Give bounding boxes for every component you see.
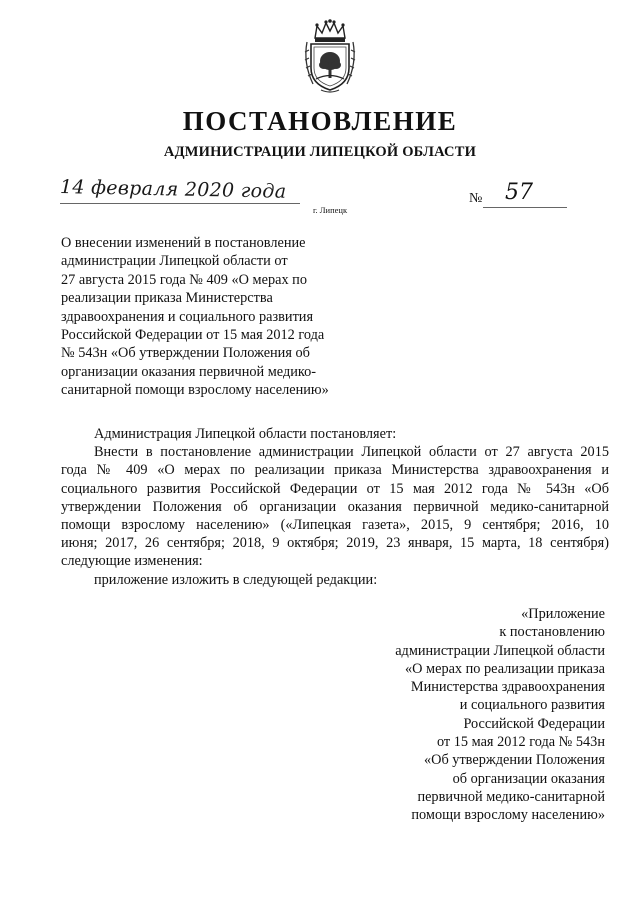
subject-line: организации оказания первичной медико- [61,363,317,380]
paragraph-line: Внести в постановление администрации Липецкой области от 27 августа 2015 [94,444,609,461]
paragraph-line: социального развития Российской Федерации от 15 мая 2012 года № 543н «Об [61,480,609,497]
subject-line: здравоохранения и социального развития [61,308,314,325]
subject-line: О внесении изменений в постановление [61,235,306,251]
handwritten-date: 14 февраля 2020 года [59,176,287,203]
subject-line: администрации Липецкой области от [61,253,288,270]
appendix-line: «Приложение [521,606,605,622]
document-title: ПОСТАНОВЛЕНИЕ [182,106,458,136]
appendix-line: к постановлению [499,624,605,641]
appendix-line: и социального развития [459,697,605,714]
city-label: г. Липецк [313,205,348,215]
paragraph-line: года № 409 «О мерах по реализации приказа Министерства здравоохранения и [61,462,609,479]
date-underline [60,203,300,204]
appendix-header [360,605,605,825]
appendix-line: администрации Липецкой области [395,642,605,659]
coat-of-arms-icon [301,18,359,94]
subject-block [61,234,361,400]
appendix-line: Министерства здравоохранения [410,679,605,696]
document-body [61,425,609,589]
number-label: № [469,191,483,206]
number-underline [483,207,567,208]
document-subtitle: АДМИНИСТРАЦИИ ЛИПЕЦКОЙ ОБЛАСТИ [163,144,477,160]
subject-line: Российской Федерации от 15 мая 2012 года [61,327,325,344]
appendix-line: «О мерах по реализации приказа [405,660,605,677]
subject-line: реализации приказа Министерства [61,290,273,307]
appendix-line: «Об утверждении Положения [423,752,605,769]
instruction-line: приложение изложить в следующей редакции: [94,571,378,588]
paragraph-line: утверждении Положения об организации оказания первичной медико-санитарной [61,498,609,515]
decree-intro: Администрация Липецкой области постановляет: [94,426,397,442]
paragraph-line: помощи взрослому населению» («Липецкая газета», 2015, 9 сентября; 2016, 10 [61,517,609,534]
paragraph-line: июня; 2017, 26 сентября; 2018, 9 октября; 2019, 23 января, 15 марта, 18 сентября) [61,535,609,552]
subject-line: № 543н «Об утверждении Положения об [61,345,310,362]
subject-line: 27 августа 2015 года № 409 «О мерах по [61,271,307,288]
appendix-line: об организации оказания [452,770,605,787]
handwritten-number: 57 [505,180,533,205]
appendix-line: Российской Федерации [463,715,605,732]
paragraph-line: следующие изменения: [61,553,203,570]
appendix-line: первичной медико-санитарной [417,788,605,805]
appendix-line: от 15 мая 2012 года № 543н [436,734,605,751]
subject-line: санитарной помощи взрослому населению» [61,382,329,399]
appendix-line: помощи взрослому населению» [411,807,605,824]
